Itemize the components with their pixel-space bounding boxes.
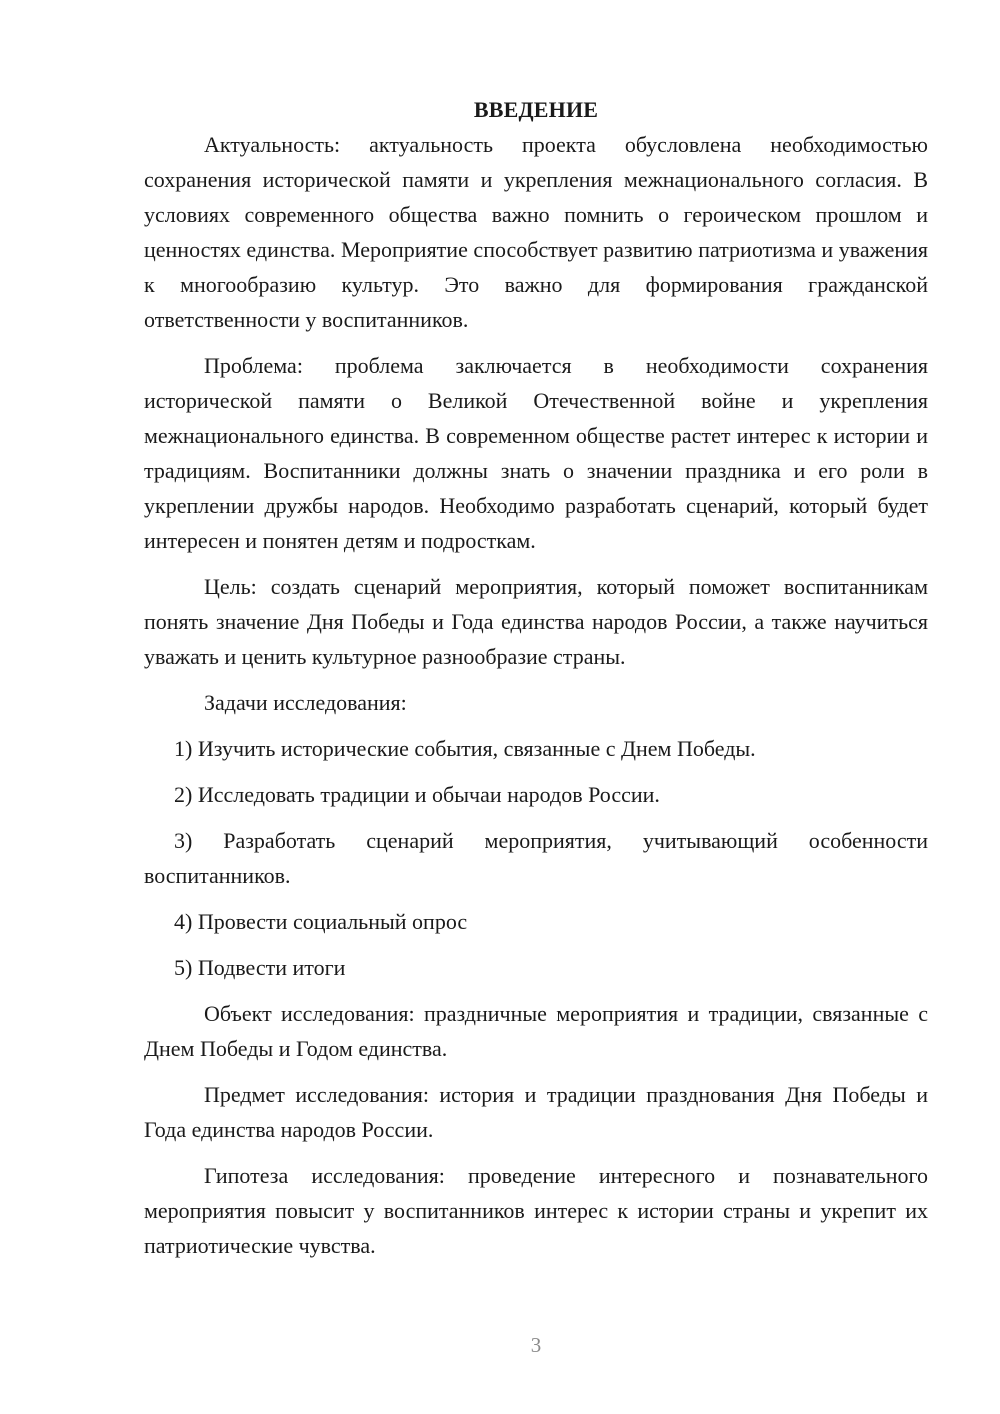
tasks-title: Задачи исследования: bbox=[204, 690, 407, 715]
paragraph-object: Объект исследования: праздничные мероприятия и традиции, связанные с Днем Победы и Годом единства. bbox=[144, 1001, 928, 1061]
paragraph-relevance: Актуальность: актуальность проекта обусловлена необходимостью сохранения исторической памяти и укрепления межнационального согласия. В условиях современного общества важно помнить о героическом прошлом и ценностях единства. Мероприятие способствует развитию патриотизма и уважения к многообразию культур. Это важно для формирования гражданской ответственности у воспитанников. bbox=[144, 132, 928, 332]
document-page bbox=[144, 92, 928, 1274]
task-item-1: 1) Изучить исторические события, связанные с Днем Победы. bbox=[174, 736, 756, 761]
paragraph-subject: Предмет исследования: история и традиции празднования Дня Победы и Года единства народов России. bbox=[144, 1082, 928, 1142]
page-title: ВВЕДЕНИЕ bbox=[473, 97, 599, 122]
paragraph-goal: Цель: создать сценарий мероприятия, который поможет воспитанникам понять значение Дня Победы и Года единства народов России, а также научиться уважать и ценить культурное разнообразие страны. bbox=[144, 574, 928, 669]
page-number: 3 bbox=[530, 1333, 542, 1357]
task-item-4: 4) Провести социальный опрос bbox=[174, 909, 468, 934]
task-item-3: 3) Разработать сценарий мероприятия, учитывающий особенности воспитанников. bbox=[144, 828, 928, 888]
task-item-2: 2) Исследовать традиции и обычаи народов России. bbox=[174, 782, 660, 807]
paragraph-problem: Проблема: проблема заключается в необходимости сохранения исторической памяти о Великой Отечественной войне и укрепления межнационального единства. В современном обществе растет интерес к истории и традициям. Воспитанники должны знать о значении праздника и его роли в укреплении дружбы народов. Необходимо разработать сценарий, который будет интересен и понятен детям и подросткам. bbox=[144, 353, 928, 553]
task-item-5: 5) Подвести итоги bbox=[174, 955, 346, 980]
paragraph-hypothesis: Гипотеза исследования: проведение интересного и познавательного мероприятия повысит у воспитанников интерес к истории страны и укрепит их патриотические чувства. bbox=[144, 1163, 928, 1258]
